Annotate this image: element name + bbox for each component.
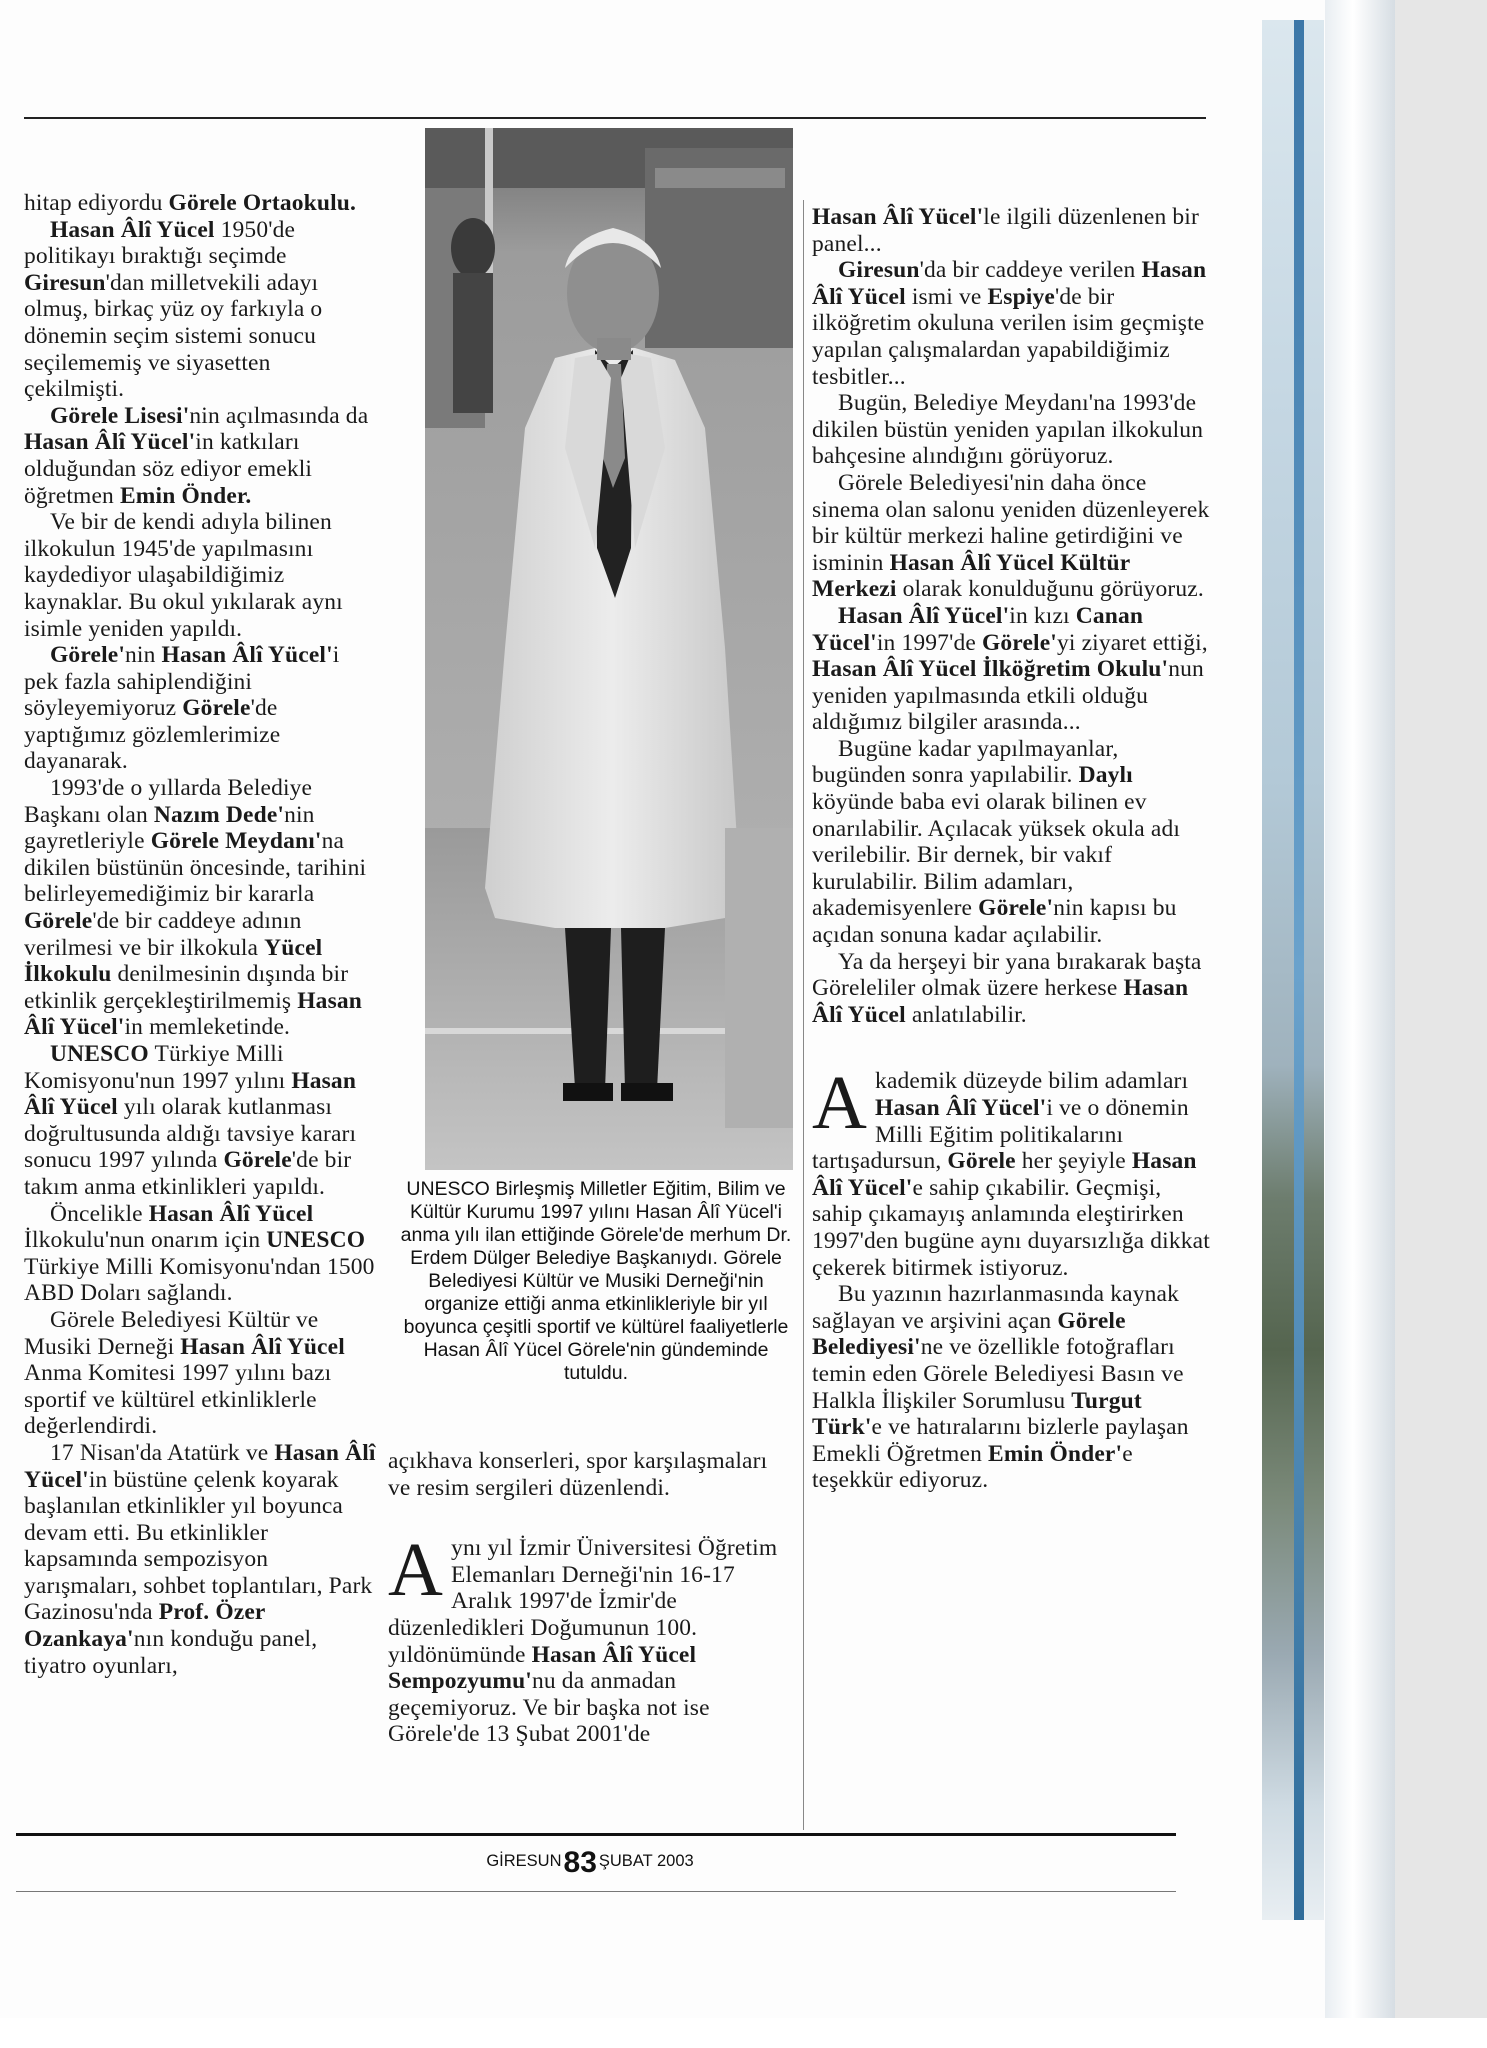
text-run: yi ziyaret ettiği, [1056,629,1208,656]
text-run: açıkhava konserleri, spor karşılaşmaları ve resim sergileri düzenlendi. [388,1448,768,1501]
top-rule [24,117,1206,119]
bold-run: Nazım Dede' [153,801,285,828]
bold-run: Hasan Âlî Yücel' [24,429,196,456]
text-run: olarak konulduğunu görüyoruz. [896,576,1204,603]
text-run: i pek fazla sahiplendiğini söyleyemiyoruz [24,642,340,722]
bold-run: Emin Önder. [119,482,252,509]
bold-run: Görele [182,695,251,722]
bold-run: Emin Önder' [988,1440,1123,1467]
paragraph [24,190,376,217]
bold-run: Hasan Âlî Yücel' [812,1148,1197,1201]
text-run: Türkiye Milli Komisyonu'nun 1997 yılını [24,1041,292,1094]
paragraph [24,1440,376,1679]
paragraph [812,1281,1212,1494]
bold-run: Giresun [24,269,106,296]
text-run: in kızı [1009,602,1076,629]
paragraph [812,204,1212,257]
bold-run: UNESCO [266,1227,366,1254]
bold-run: Hasan Âlî Yücel [50,216,215,243]
bold-run: Espiye [987,283,1055,310]
paragraph [388,1448,780,1501]
text-run: Bugün, Belediye Meydanı'na 1993'de dikilen büstün yeniden yapılan ilkokulun bahçesine alındığını görüyoruz. [812,390,1204,470]
text-run: Anma Komitesi 1997 yılını bazı sportif ve kültürel etkinliklerle değerlendirdi. [24,1360,332,1440]
text-run: nın konduğu panel, tiyatro oyunları, [24,1626,318,1679]
bold-run: Hasan Âlî Yücel [812,975,1189,1028]
bold-run: Hasan Âlî Yücel [24,1067,357,1121]
bold-run: Hasan Âlî Yücel [148,1200,314,1227]
magazine-name: GİRESUN [486,1852,562,1870]
text-run: denilmesinin dışında bir etkinlik gerçekleştirilmemiş [24,961,349,1014]
bold-run: Hasan Âlî Yücel' [812,204,984,230]
column-divider [803,200,804,1830]
text-run: Ya da herşeyi bir yana bırakarak başta Göreleliler olmak üzere herkese [812,948,1202,1002]
text-run: in katkıları olduğundan söz ediyor emekli öğretmen [24,429,313,509]
text-run: Bu yazının hazırlanmasında kaynak sağlayan ve arşivini açan [812,1281,1180,1334]
bold-run: Görele Belediyesi' [812,1307,1126,1361]
text-run: Bugüne kadar yapılmayanlar, bugünden sonra yapılabilir. [812,735,1119,789]
text-run: in 1997'de [876,629,982,656]
paragraph-dropcap [812,1061,1212,1281]
paragraph [24,217,376,403]
text-run: nin kapısı bu açıdan sonuna kadar açılabilir. [812,895,1177,949]
bold-run: Görele [947,1148,1016,1175]
text-run: hitap ediyordu [24,190,169,216]
issue-date: ŞUBAT 2003 [598,1852,694,1870]
photo-caption: UNESCO Birleşmiş Milletler Eğitim, Bilim ve Kültür Kurumu 1997 yılını Hasan Âlî Yücel'i anma yılı ilan ettiğinde Görele'de merhum Dr. Erdem Dülger Belediye Başkanıydı. Görele Belediyesi Kültür ve Musiki Derneği'nin organize ettiği anma etkinlikleriyle bir yıl boyunca çeşitli sportif ve kültürel faaliyetlerle Hasan Âlî Yücel Görele'nin gündeminde tutuldu. [400,1178,792,1384]
text-run: nu da anmadan geçemiyoruz. Ve bir başka not ise Görele'de 13 Şubat 2001'de [388,1668,710,1748]
bold-run: UNESCO [50,1041,149,1067]
bold-run: Hasan Âlî Yücel [180,1333,345,1360]
bold-run: Hasan Âlî Yücel' [24,987,362,1041]
page-footer [0,1846,1180,1880]
text-run: 'de yaptığımız gözlemlerimize dayanarak. [24,695,281,775]
text-run: kademik düzeyde bilim adamları [875,1068,1189,1095]
paragraph [24,509,376,642]
article-column-middle [388,1448,780,1748]
paragraph [24,775,376,1041]
paragraph [812,949,1212,1029]
bold-run: Görele [24,908,93,935]
bold-run: Canan Yücel' [812,602,1144,656]
paragraph [24,1041,376,1201]
paragraph [24,642,376,775]
text-run: in memleketinde. [124,1014,291,1041]
bold-run: Görele' [978,895,1054,922]
text-run: ismi ve [905,283,988,310]
bold-run: Görele Lisesi' [50,402,190,429]
scan-margin [0,2018,1487,2048]
paragraph [24,1201,376,1307]
bold-run: Hasan Âlî Yücel Sempozyumu' [388,1641,697,1695]
bold-run: Görele [223,1147,292,1174]
text-run: 17 Nisan'da Atatürk ve [50,1439,275,1466]
text-run: e ve hatıralarını bizlerle paylaşan Emekli Öğretmen [812,1414,1189,1467]
bold-run: Hasan Âlî Yücel' [161,642,333,669]
text-run: 1950'de politikayı bıraktığı seçimde [24,216,296,270]
paragraph [812,736,1212,949]
text-run: 'da bir caddeye verilen [919,257,1142,284]
scan-background [1395,0,1487,2048]
bold-run: Giresun [838,257,920,284]
drop-cap: A [812,1061,868,1146]
text-run: ynı yıl İzmir Üniversitesi Öğretim Elemanları Derneği'nin 16-17 Aralık 1997'de İzmir'de düzenledikleri Doğumunun 100. yıldönümünde [388,1535,778,1668]
bold-run: Hasan Âlî Yücel' [838,602,1010,629]
text-run: nin [125,642,162,669]
paragraph [812,603,1212,736]
bold-run: Görele' [50,642,126,669]
text-run: köyünde baba evi olarak bilinen ev onarılabilir. Açılacak yüksek okula adı verilebilir. Bir dernek, bir vakıf kurulabilir. Bilim adamları, akademisyenlere [812,789,1181,922]
paragraph [812,390,1212,470]
text-run: nun yeniden yapılmasında etkili olduğu aldığımız bilgiler arasında... [812,656,1204,736]
text-run: İlkokulu'nun onarım için [24,1227,267,1254]
text-run: her şeyiyle [1015,1148,1132,1175]
text-run: nin açılmasında da [189,402,369,429]
footer-rule-thin [16,1891,1176,1892]
text-run: na dikilen büstünün öncesinde, tarihini belirleyemediğimiz bir kararla [24,828,367,908]
text-run: Türkiye Milli Komisyonu'ndan 1500 ABD Doları sağlandı. [24,1253,375,1307]
facing-page-edge [1294,20,1304,1920]
bold-run: Turgut Türk' [812,1387,1142,1441]
bold-run: Prof. Özer Ozankaya' [24,1599,266,1653]
paragraph [24,1307,376,1440]
bold-run: Hasan Âlî Yücel' [875,1095,1047,1121]
text-run: i ve o dönemin Milli Eğitim politikalarını tartışadursun, [812,1095,1189,1175]
bold-run: Daylı [1078,762,1133,789]
bold-run: Hasan Âlî Yücel [812,257,1207,310]
article-column-left [24,190,376,1820]
text-run: Ve bir de kendi adıyla bilinen ilkokulun 1945'de yapılmasını kaydediyor ulaşabildiğimiz kaynaklar. Bu okul yıkılarak aynı isimle yeniden yapıldı. [24,509,343,642]
bold-run: Görele Ortaokulu. [168,190,357,216]
text-run: 'dan milletvekili adayı olmuş, birkaç yüz oy farkıyla o dönemin seçim sistemi sonucu seçilememiş ve siyasetten çekilmişti. [24,269,323,403]
bold-run: Hasan Âlî Yücel İlköğretim Okulu' [812,656,1169,683]
scan-shadow [1325,0,1395,2048]
text-run: nin gayretleriyle [24,801,315,855]
text-run: 'de bir caddeye adının verilmesi ve bir ilkokula [24,908,302,961]
text-run: e sahip çıkabilir. Geçmişi, sahip çıkamayış anlamında eleştirirken 1997'den bugüne aynı duyarsızlığa dikkat çekerek bitirmek istiyoruz. [812,1174,1210,1281]
bold-run: Görele' [981,629,1057,656]
bold-run: Hasan Âlî Yücel' [24,1439,376,1493]
paragraph [812,257,1212,390]
text-run: 'de bir ilköğretim okuluna verilen isim geçmişte yapılan çalışmalardan yapabildiğimiz tesbitler... [812,283,1205,390]
text-run: yılı olarak kutlanması doğrultusunda aldığı tavsiye kararı sonucu 1997 yılında [24,1094,357,1174]
bold-run: Görele Meydanı' [150,828,322,855]
bold-run: Hasan Âlî Yücel Kültür Merkezi [812,549,1130,603]
drop-cap: A [388,1528,444,1613]
text-run: le ilgili düzenlenen bir panel... [812,204,1199,257]
paragraph [812,470,1212,603]
paragraph [24,403,376,509]
paragraph-gap [812,1028,1212,1068]
portrait-photo [425,128,793,1170]
bold-run: Yücel İlkokulu [24,934,323,988]
text-run: 'de bir takım anma etkinlikleri yapıldı. [24,1147,352,1200]
text-run: ne ve özellikle fotoğrafları temin eden Görele Belediyesi Basın ve Halkla İlişkiler Sorumlusu [812,1334,1184,1414]
text-run: Görele Belediyesi'nin daha önce sinema olan salonu yeniden düzenleyerek bir kültür merkezi haline getirdiğini ve isminin [812,469,1210,576]
paragraph-dropcap [388,1528,780,1748]
text-run: Görele Belediyesi Kültür ve Musiki Derneği [24,1306,319,1360]
text-run: in büstüne çelenk koyarak başlanılan etkinlikler yıl boyunca devam etti. Bu etkinlikler kapsamında sempozisyon yarışmaları, sohbet toplantıları, Park Gazinosu'nda [24,1466,373,1626]
article-column-right [812,204,1212,1494]
text-run: e teşekkür ediyoruz. [812,1440,1133,1494]
facing-page-photo-strip [1262,20,1324,1920]
text-run: Öncelikle [50,1200,149,1227]
footer-rule [16,1833,1176,1836]
text-run: 1993'de o yıllarda Belediye Başkanı olan [24,775,313,828]
page-number: 83 [563,1846,597,1879]
text-run: anlatılabilir. [905,1001,1027,1028]
